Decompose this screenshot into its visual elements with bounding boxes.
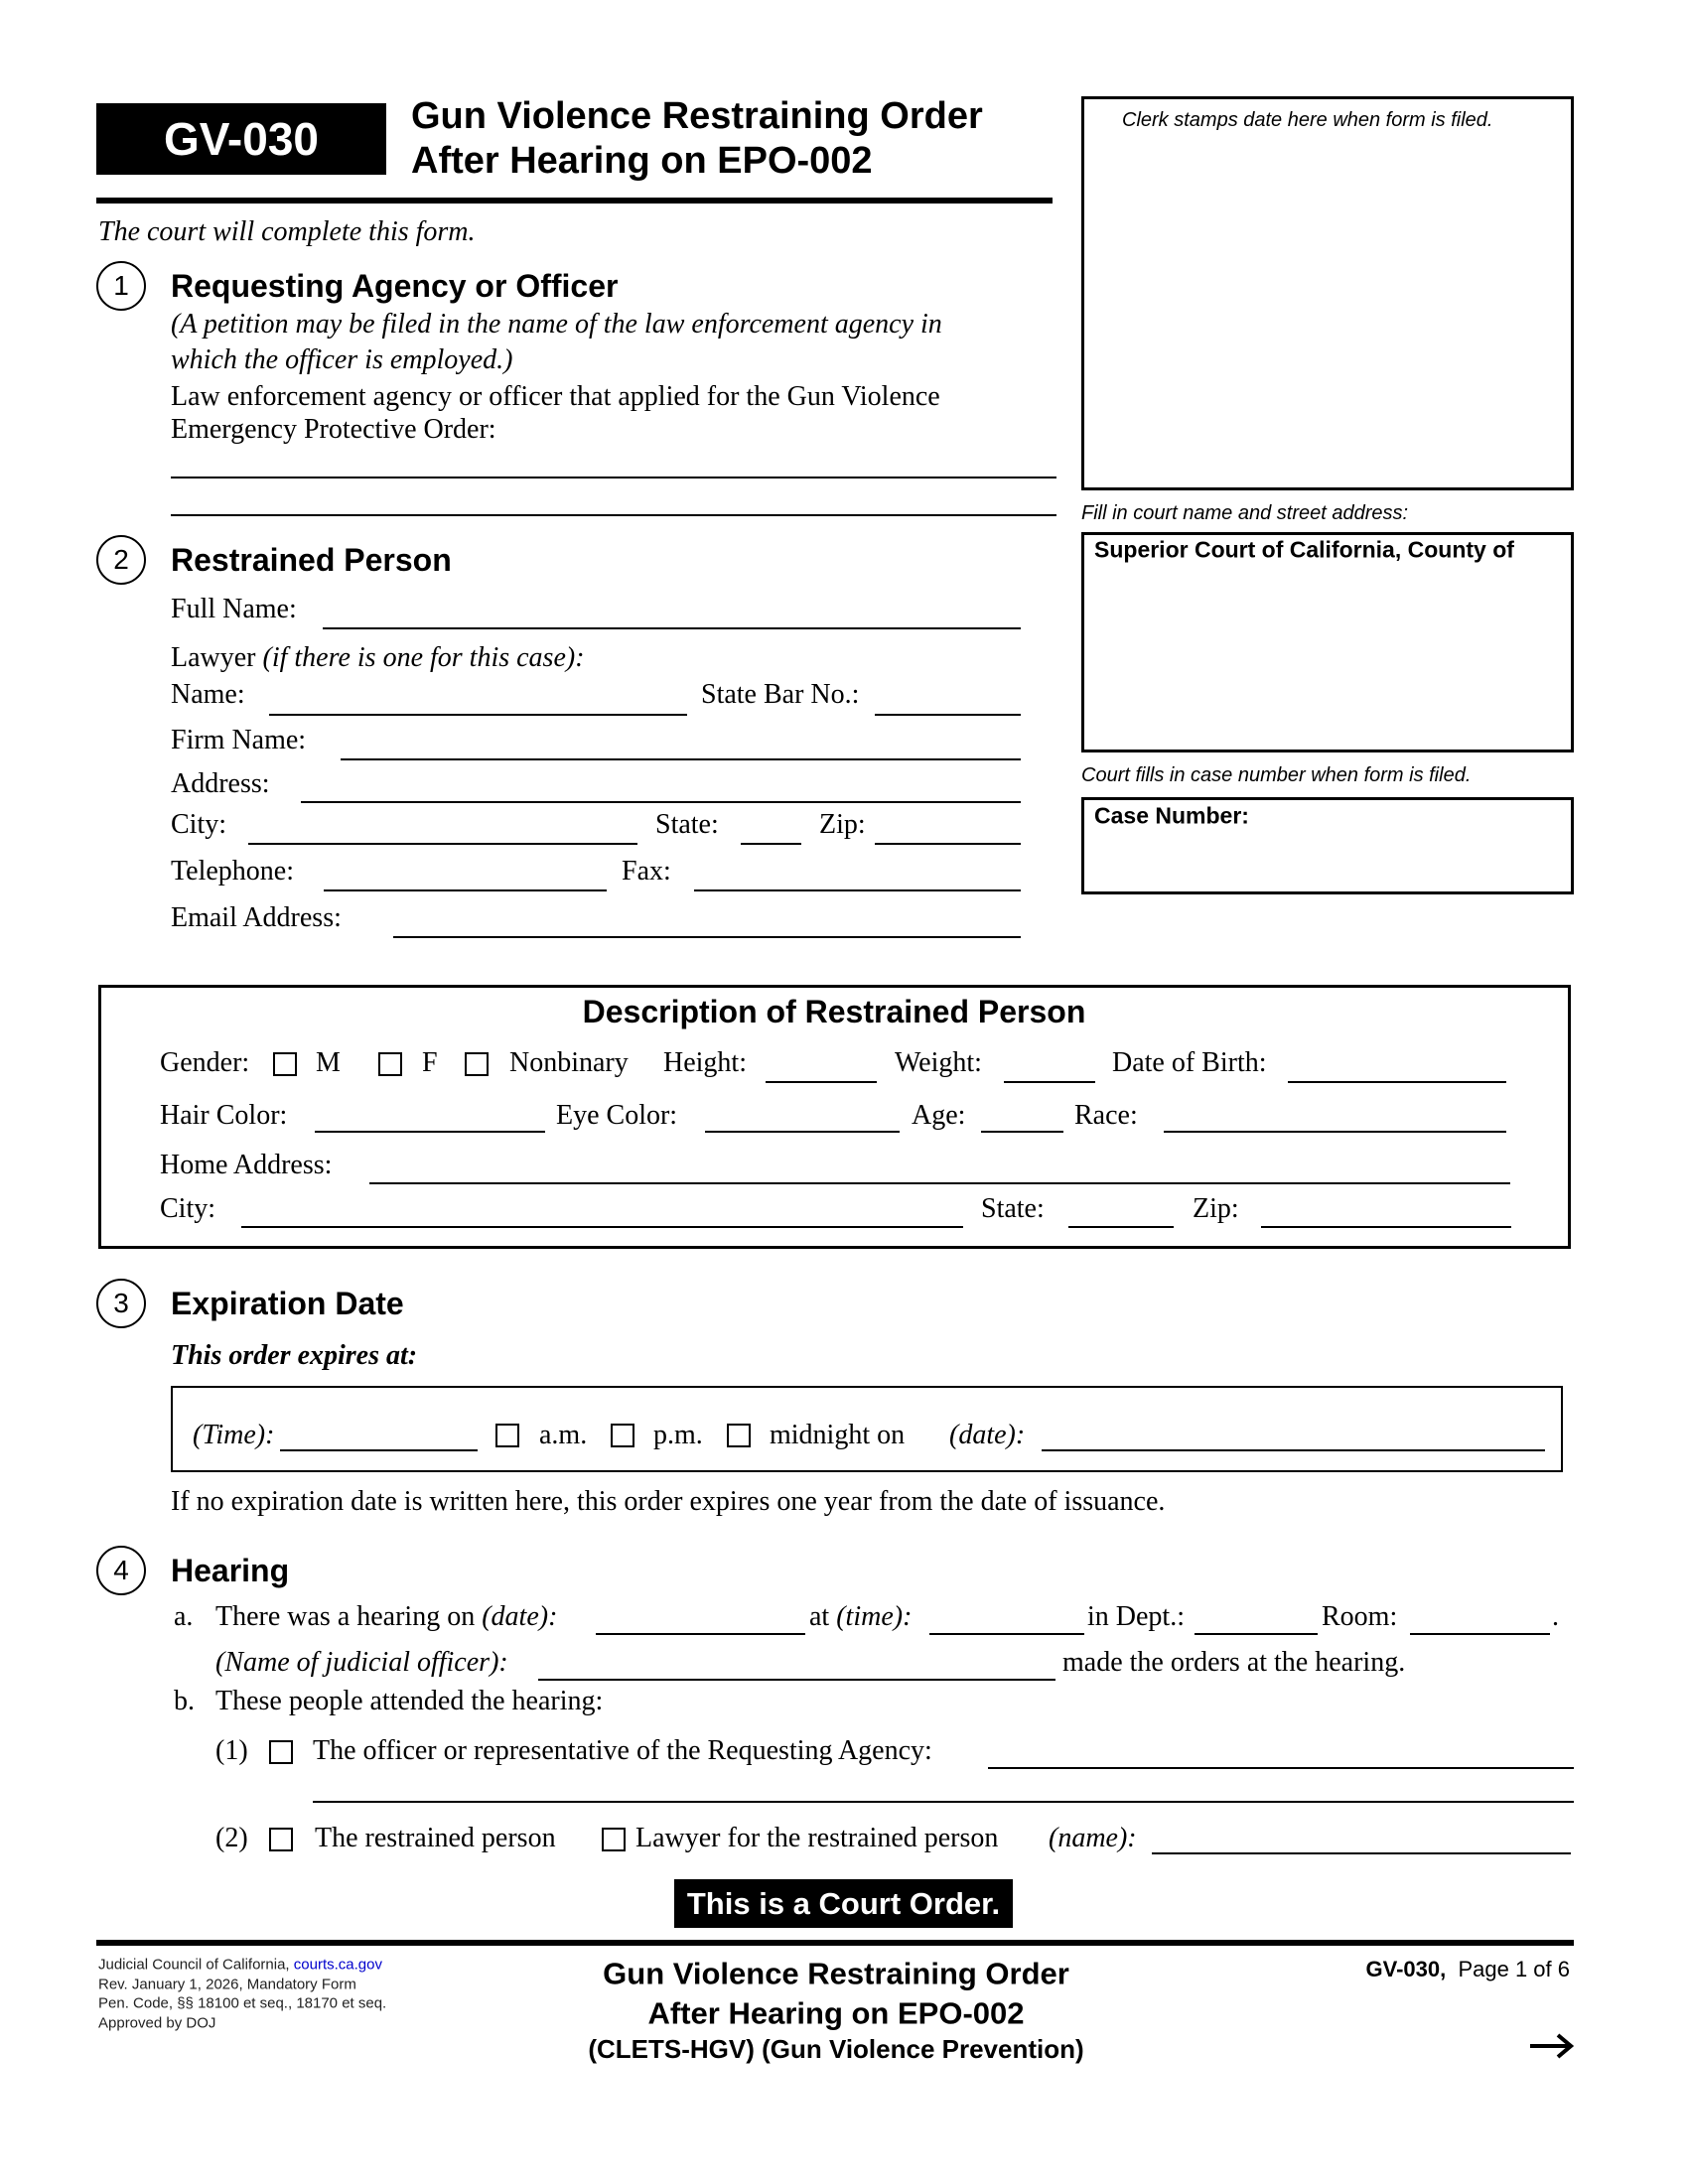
height-label: Height:: [663, 1047, 747, 1078]
midnight-label: midnight on: [770, 1420, 906, 1450]
form-title-line1: Gun Violence Restraining Order: [411, 95, 983, 137]
eye-color-label: Eye Color:: [556, 1100, 678, 1131]
hearing-time-label: [809, 1603, 912, 1631]
expiration-note: If no expiration date is written here, this order expires one year from the date of issuance.: [171, 1486, 1166, 1517]
gender-f-label: F: [422, 1047, 438, 1078]
footer-form-id: GV-030,: [1365, 1957, 1447, 1981]
hearing-time-field[interactable]: [929, 1633, 1084, 1635]
dept-label: in Dept.:: [1087, 1601, 1185, 1632]
am-checkbox[interactable]: [495, 1424, 519, 1447]
home-state-field[interactable]: [1068, 1226, 1174, 1228]
clerk-stamp-label: Clerk stamps date here when form is filed.: [1122, 109, 1493, 131]
telephone-field[interactable]: [324, 889, 607, 891]
court-name-caption: Fill in court name and street address:: [1081, 502, 1409, 524]
arrow-right-icon[interactable]: [1528, 2032, 1574, 2060]
room-label: Room:: [1322, 1601, 1398, 1632]
midnight-checkbox[interactable]: [727, 1424, 751, 1447]
officer-attended-label: The officer or representative of the Requesting Agency:: [313, 1735, 932, 1766]
footer-page-info: [1366, 1959, 1571, 1980]
weight-label: Weight:: [895, 1047, 982, 1078]
expires-label: This order expires at:: [171, 1340, 418, 1371]
intro-text: The court will complete this form.: [98, 216, 476, 247]
home-zip-field[interactable]: [1261, 1226, 1511, 1228]
fax-label: Fax:: [622, 856, 671, 887]
form-title-line2: After Hearing on EPO-002: [411, 140, 873, 182]
full-name-label: Full Name:: [171, 594, 297, 624]
section2-title: Restrained Person: [171, 542, 452, 578]
courts-link[interactable]: courts.ca.gov: [293, 1956, 382, 1974]
race-field[interactable]: [1164, 1131, 1506, 1133]
expiration-date-field[interactable]: [1042, 1449, 1545, 1451]
time-field[interactable]: [280, 1449, 478, 1451]
room-field[interactable]: [1410, 1633, 1550, 1635]
lawyer-name-label: Name:: [171, 679, 245, 710]
age-field[interactable]: [981, 1131, 1063, 1133]
zip-label: Zip:: [819, 809, 866, 840]
time-label: (Time):: [193, 1420, 275, 1450]
officer-attended-checkbox[interactable]: [269, 1740, 293, 1764]
footer-title-line1: Gun Violence Restraining Order: [603, 1956, 1069, 1991]
section1-note: (A petition may be filed in the name of the law enforcement agency in: [171, 309, 942, 340]
section-number-2: 2: [96, 535, 146, 585]
footer-rule: [96, 1940, 1574, 1946]
officer-name-field-line2[interactable]: [313, 1801, 1574, 1803]
court-name-box[interactable]: [1081, 532, 1574, 752]
state-label: State:: [655, 809, 719, 840]
pm-checkbox[interactable]: [611, 1424, 634, 1447]
address-label: Address:: [171, 768, 270, 799]
full-name-field[interactable]: [323, 627, 1021, 629]
judicial-officer-label: (Name of judicial officer):: [215, 1647, 508, 1678]
attending-lawyer-name-field[interactable]: [1152, 1852, 1571, 1854]
home-state-label: State:: [981, 1193, 1045, 1224]
email-field[interactable]: [393, 936, 1021, 938]
header-rule: [96, 198, 1053, 204]
hair-color-field[interactable]: [315, 1131, 545, 1133]
footer-title-line3: (CLETS-HGV) (Gun Violence Prevention): [588, 2034, 1084, 2064]
fax-field[interactable]: [694, 889, 1021, 891]
lawyer-note: (if there is one for this case):: [262, 642, 585, 673]
telephone-label: Telephone:: [171, 856, 294, 887]
section1-title: Requesting Agency or Officer: [171, 268, 619, 304]
lawyer-name-hint: (name):: [1049, 1823, 1137, 1853]
age-label: Age:: [912, 1100, 966, 1131]
item-b-marker: b.: [174, 1686, 195, 1716]
am-label: a.m.: [539, 1420, 588, 1450]
attended-text: These people attended the hearing:: [215, 1686, 604, 1716]
home-address-label: Home Address:: [160, 1150, 333, 1180]
home-city-label: City:: [160, 1193, 216, 1224]
time-hint: (time):: [836, 1601, 913, 1632]
section3-title: Expiration Date: [171, 1286, 404, 1321]
court-order-text: This is a Court Order.: [686, 1885, 1001, 1921]
firm-name-label: Firm Name:: [171, 725, 307, 755]
lawyer-attended-label: Lawyer for the restrained person: [635, 1823, 999, 1853]
address-field[interactable]: [301, 801, 1021, 803]
gender-label: Gender:: [160, 1047, 250, 1078]
restrained-person-attended-checkbox[interactable]: [269, 1828, 293, 1851]
section-number-1: 1: [96, 261, 146, 311]
home-city-field[interactable]: [241, 1226, 963, 1228]
height-field[interactable]: [766, 1081, 877, 1083]
hearing-date-field[interactable]: [596, 1633, 805, 1635]
dept-field[interactable]: [1195, 1633, 1318, 1635]
dob-field[interactable]: [1288, 1081, 1506, 1083]
footer-publisher: [98, 1958, 382, 1973]
race-label: Race:: [1074, 1100, 1138, 1131]
agency-field-line2[interactable]: [171, 514, 1056, 516]
restrained-person-attended-label: The restrained person: [315, 1823, 556, 1853]
zip-field[interactable]: [875, 843, 1021, 845]
case-number-caption: Court fills in case number when form is filed.: [1081, 764, 1472, 786]
email-label: Email Address:: [171, 902, 342, 933]
section1-text: Law enforcement agency or officer that applied for the Gun Violence: [171, 381, 940, 412]
pm-label: p.m.: [653, 1420, 703, 1450]
footer-approved: Approved by DOJ: [98, 2014, 216, 2032]
agency-field-line1[interactable]: [171, 477, 1056, 478]
section1-note: which the officer is employed.): [171, 344, 513, 375]
gender-m-checkbox[interactable]: [273, 1052, 297, 1076]
home-address-field[interactable]: [369, 1182, 1510, 1184]
hearing-date-label: [215, 1603, 557, 1631]
item-a-marker: a.: [174, 1601, 194, 1632]
item-b2-marker: (2): [215, 1823, 248, 1853]
eye-color-field[interactable]: [705, 1131, 900, 1133]
gender-nonbinary-label: Nonbinary: [509, 1047, 629, 1078]
state-bar-label: State Bar No.:: [701, 679, 860, 710]
footer-code: Pen. Code, §§ 18100 et seq., 18170 et seq.: [98, 1994, 387, 2012]
lawyer-label: [171, 644, 585, 672]
court-order-badge: [674, 1879, 1013, 1928]
dob-label: Date of Birth:: [1112, 1047, 1267, 1078]
hearing-date-hint: (date):: [482, 1601, 558, 1632]
section1-text: Emergency Protective Order:: [171, 414, 496, 445]
clerk-stamp-box: [1081, 96, 1574, 490]
date-label: (date):: [949, 1420, 1026, 1450]
weight-field[interactable]: [1004, 1081, 1095, 1083]
description-title: Description of Restrained Person: [582, 994, 1086, 1029]
footer-title-line2: After Hearing on EPO-002: [647, 1995, 1025, 2031]
judicial-officer-field[interactable]: [538, 1679, 1055, 1681]
gender-f-checkbox[interactable]: [378, 1052, 402, 1076]
period: .: [1552, 1601, 1559, 1632]
gender-m-label: M: [316, 1047, 341, 1078]
form-id-badge: GV-030: [96, 103, 386, 175]
city-label: City:: [171, 809, 227, 840]
section-number-4: 4: [96, 1546, 146, 1595]
state-field[interactable]: [741, 843, 801, 845]
court-name-label: Superior Court of California, County of: [1094, 536, 1514, 563]
at-text: at: [809, 1601, 830, 1632]
lawyer-text: Lawyer: [171, 642, 256, 673]
home-zip-label: Zip:: [1193, 1193, 1239, 1224]
lawyer-attended-checkbox[interactable]: [602, 1828, 626, 1851]
state-bar-field[interactable]: [875, 714, 1021, 716]
officer-name-field[interactable]: [988, 1767, 1574, 1769]
hearing-text: There was a hearing on: [215, 1601, 476, 1632]
made-orders-text: made the orders at the hearing.: [1062, 1647, 1406, 1678]
publisher-text: Judicial Council of California,: [98, 1956, 294, 1974]
case-number-label: Case Number:: [1094, 802, 1249, 829]
firm-name-field[interactable]: [341, 758, 1021, 760]
lawyer-name-field[interactable]: [269, 714, 687, 716]
gender-nonbinary-checkbox[interactable]: [465, 1052, 489, 1076]
section4-title: Hearing: [171, 1553, 290, 1588]
city-field[interactable]: [248, 843, 637, 845]
item-b1-marker: (1): [215, 1735, 248, 1766]
hair-color-label: Hair Color:: [160, 1100, 288, 1131]
section-number-3: 3: [96, 1279, 146, 1328]
page-number: Page 1 of 6: [1458, 1957, 1570, 1981]
footer-revision: Rev. January 1, 2026, Mandatory Form: [98, 1976, 356, 1993]
